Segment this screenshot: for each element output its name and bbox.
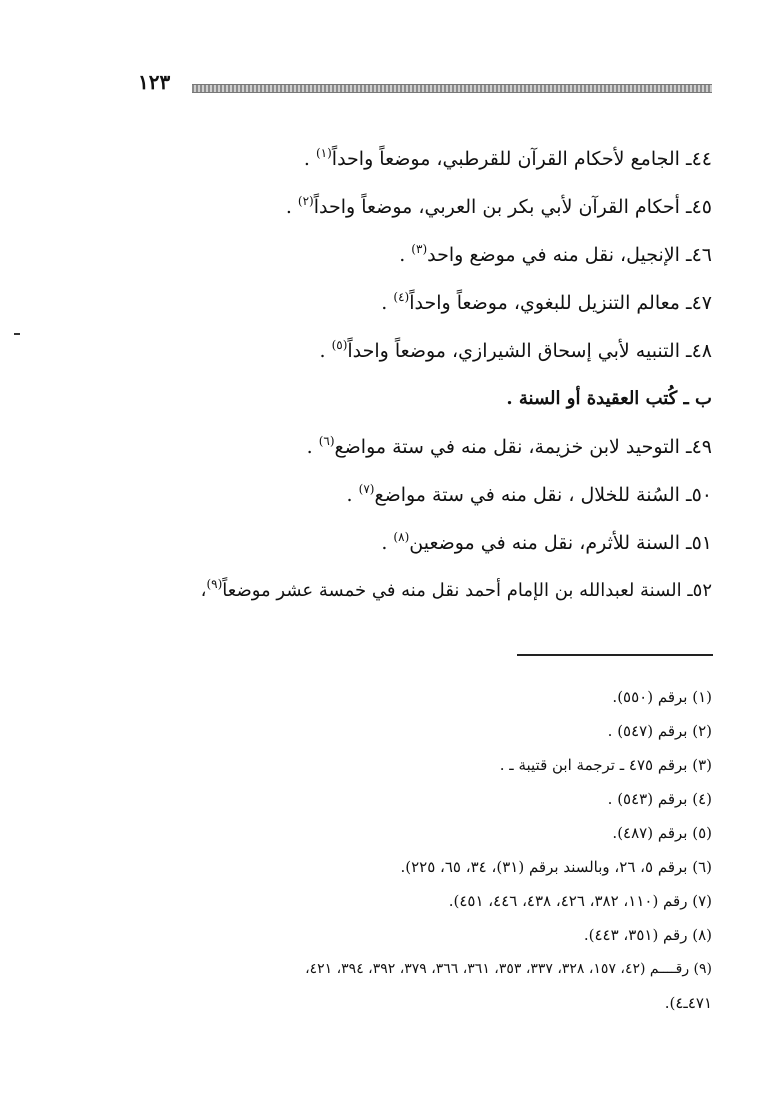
- footnote-ref[interactable]: (٥): [331, 338, 348, 352]
- section-heading: ب ـ كُتب العقيدة أو السنة .: [506, 388, 712, 409]
- footnote-4: (٤) برقم (٥٤٣) .: [607, 790, 712, 808]
- footnote-ref[interactable]: (٦): [318, 434, 335, 448]
- margin-mark: [14, 333, 20, 335]
- entry-50: ٥٠ـ السُنة للخلال ، نقل منه في ستة مواضع$^{(٧)}$ .: [346, 482, 712, 506]
- footnote-ref[interactable]: (٩): [206, 577, 223, 591]
- footnote-1: (١) برقم (٥٥٠).: [612, 688, 712, 706]
- entries-list: [192, 135, 712, 615]
- footnote-ref[interactable]: (٤): [393, 290, 410, 304]
- footnote-6: (٦) برقم ٥، ٢٦، وبالسند برقم (٣١)، ٣٤، ٦٥، ٢٢٥).: [400, 858, 712, 876]
- footnote-ref[interactable]: (١): [315, 146, 332, 160]
- footnote-ref[interactable]: (٨): [393, 530, 410, 544]
- entry-48: ٤٨ـ التنبيه لأبي إسحاق الشيرازي، موضعاً واحداً$^{(٥)}$ .: [319, 338, 712, 362]
- page-number: ١٢٣: [138, 70, 171, 94]
- footnotes-list: [102, 680, 712, 1020]
- footnote-ref[interactable]: (٧): [358, 482, 375, 496]
- entry-45: ٤٥ـ أحكام القرآن لأبي بكر بن العربي، موضعاً واحداً$^{(٢)}$ .: [285, 194, 712, 218]
- footnote-ref[interactable]: (٢): [297, 194, 314, 208]
- header-rule: [192, 84, 712, 93]
- footnote-7: (٧) رقم (١١٠، ٣٨٢، ٤٢٦، ٤٣٨، ٤٤٦، ٤٥١).: [448, 892, 712, 910]
- footnote-9: (٩) رقــــم (٤٢، ١٥٧، ٣٢٨، ٣٣٧، ٣٥٣، ٣٦١، ٣٦٦، ٣٧٩، ٣٩٢، ٣٩٤، ٤٢١،: [305, 961, 712, 977]
- entry-46: ٤٦ـ الإنجيل، نقل منه في موضع واحد$^{(٣)}$ .: [399, 242, 712, 266]
- entry-52: ٥٢ـ السنة لعبدالله بن الإمام أحمد نقل منه في خمسة عشر موضعاً$^{(٩)}$،: [200, 577, 712, 601]
- entry-44: ٤٤ـ الجامع لأحكام القرآن للقرطبي، موضعاً واحداً$^{(١)}$ .: [303, 146, 712, 170]
- footnote-5: (٥) برقم (٤٨٧).: [612, 824, 712, 842]
- footnote-9-continued: ٤٧١ـ٤).: [664, 994, 712, 1012]
- footnote-8: (٨) رقم (٣٥١، ٤٤٣).: [583, 926, 712, 944]
- entry-47: ٤٧ـ معالم التنزيل للبغوي، موضعاً واحداً$^{(٤)}$ .: [381, 290, 712, 314]
- entry-51: ٥١ـ السنة للأثرم، نقل منه في موضعين$^{(٨)}$ .: [381, 530, 712, 554]
- entry-49: ٤٩ـ التوحيد لابن خزيمة، نقل منه في ستة مواضع$^{(٦)}$ .: [306, 434, 712, 458]
- footnote-2: (٢) برقم (٥٤٧) .: [607, 722, 712, 740]
- footnote-ref[interactable]: (٣): [411, 242, 428, 256]
- footnote-separator: [517, 654, 713, 656]
- footnote-3: (٣) برقم ٤٧٥ ـ ترجمة ابن قتيبة ـ .: [499, 756, 712, 774]
